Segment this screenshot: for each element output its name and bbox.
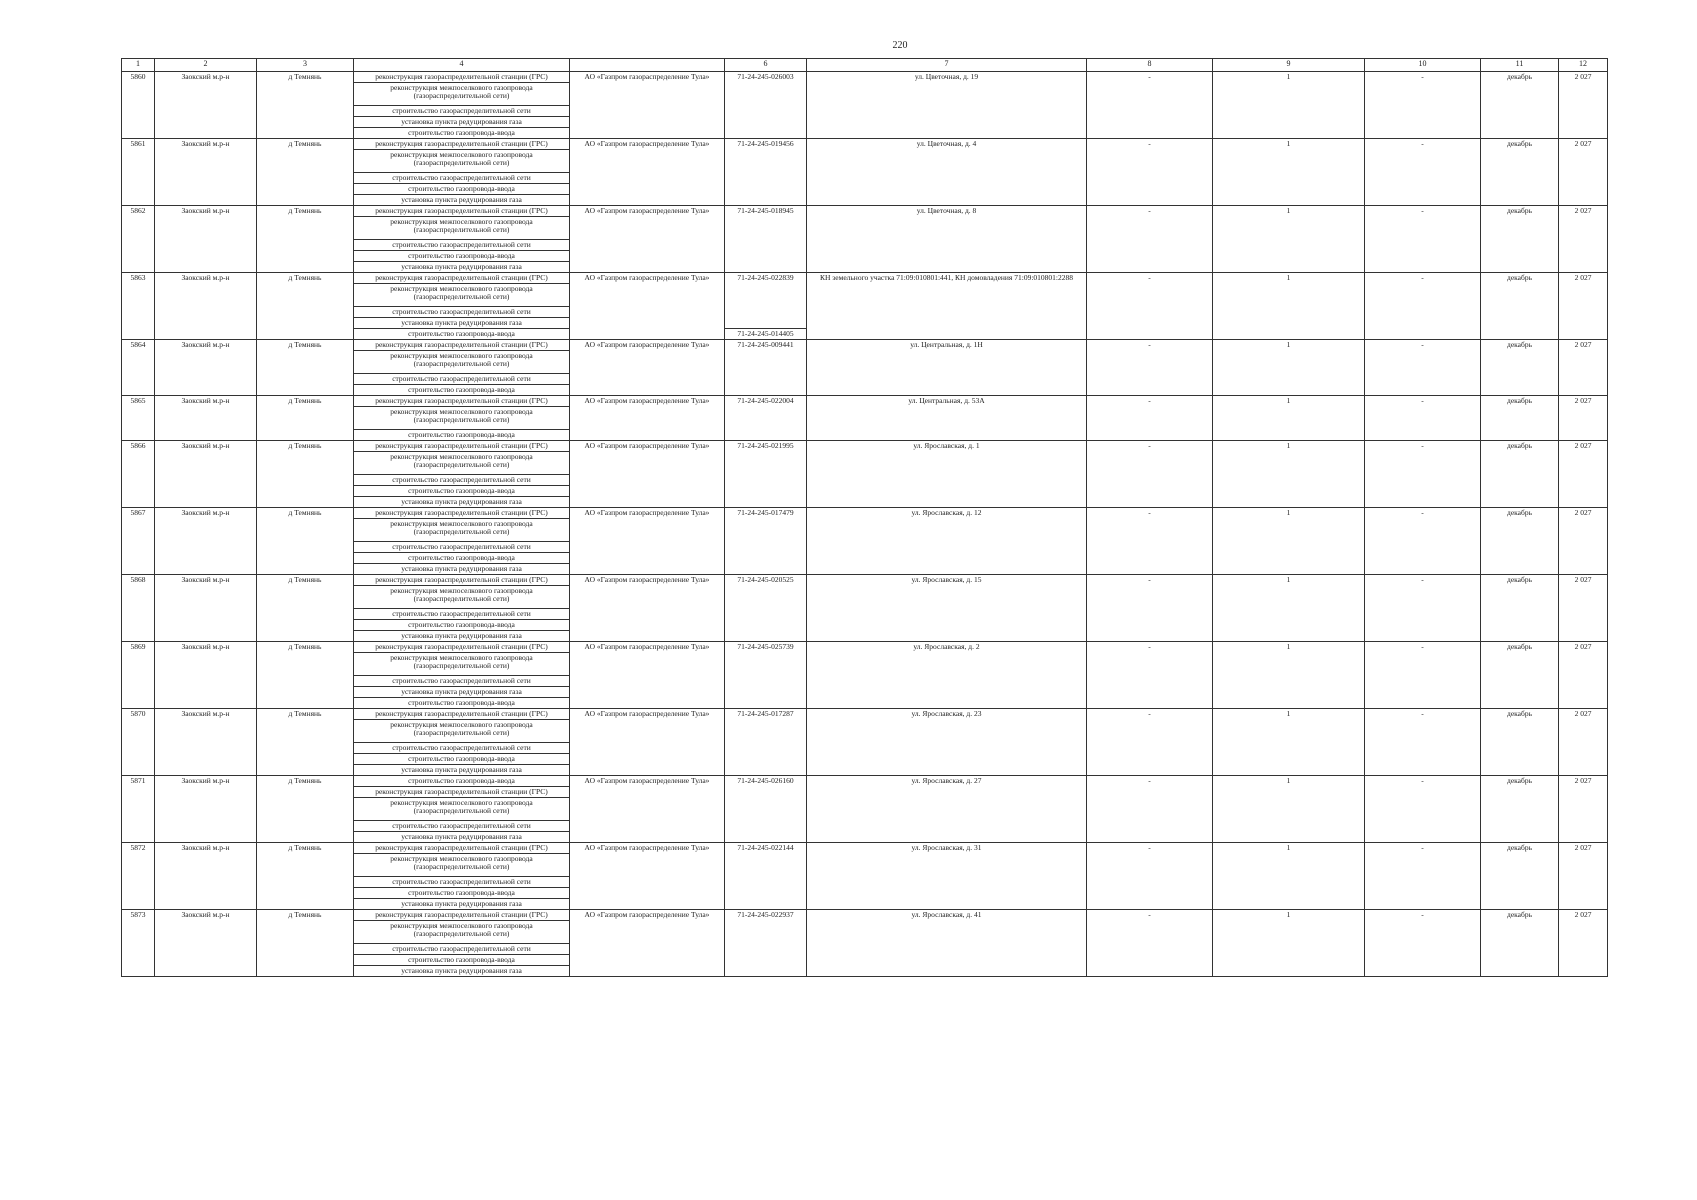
district-cell: Заокский м.р-н — [155, 575, 257, 642]
district-cell: Заокский м.р-н — [155, 910, 257, 977]
locality-cell: д Темнянь — [257, 273, 354, 340]
work-type-cell: реконструкция межпоселкового газопровода (газораспределительной сети) — [354, 798, 570, 821]
table-row — [122, 575, 1608, 586]
value-cell-c9: 1 — [1213, 206, 1365, 273]
work-type-cell: реконструкция газораспределительной станции (ГРС) — [354, 843, 570, 854]
code-cell: 71-24-245-022144 — [725, 843, 807, 910]
code-cell: 71-24-245-022004 — [725, 396, 807, 441]
district-cell: Заокский м.р-н — [155, 642, 257, 709]
month-cell: декабрь — [1481, 642, 1559, 709]
value-cell-c9: 1 — [1213, 709, 1365, 776]
work-type-cell: строительство газопровода-ввода — [354, 754, 570, 765]
entry-number: 5872 — [122, 843, 155, 910]
month-cell: декабрь — [1481, 441, 1559, 508]
work-type-cell: реконструкция газораспределительной станции (ГРС) — [354, 340, 570, 351]
locality-cell: д Темнянь — [257, 396, 354, 441]
value-cell-c10: - — [1365, 843, 1481, 910]
address-cell: ул. Ярославская, д. 2 — [807, 642, 1087, 709]
month-cell: декабрь — [1481, 340, 1559, 396]
work-type-cell: реконструкция газораспределительной станции (ГРС) — [354, 709, 570, 720]
district-cell: Заокский м.р-н — [155, 843, 257, 910]
work-type-cell: реконструкция газораспределительной станции (ГРС) — [354, 910, 570, 921]
work-type-cell: строительство газопровода-ввода — [354, 430, 570, 441]
work-type-cell: реконструкция межпоселкового газопровода (газораспределительной сети) — [354, 407, 570, 430]
work-type-cell: установка пункта редуцирования газа — [354, 687, 570, 698]
work-type-cell: реконструкция газораспределительной станции (ГРС) — [354, 508, 570, 519]
entry-number: 5869 — [122, 642, 155, 709]
operator-cell: АО «Газпром газораспределение Тула» — [570, 441, 725, 508]
work-type-cell: строительство газопровода-ввода — [354, 329, 570, 340]
address-cell: ул. Ярославская, д. 41 — [807, 910, 1087, 977]
code-cell: 71-24-245-009441 — [725, 340, 807, 396]
locality-cell: д Темнянь — [257, 910, 354, 977]
operator-cell: АО «Газпром газораспределение Тула» — [570, 776, 725, 843]
value-cell-c9: 1 — [1213, 642, 1365, 709]
work-type-cell: реконструкция газораспределительной станции (ГРС) — [354, 72, 570, 83]
operator-cell: АО «Газпром газораспределение Тула» — [570, 396, 725, 441]
year-cell: 2 027 — [1559, 441, 1608, 508]
month-cell: декабрь — [1481, 139, 1559, 206]
column-header: 1 — [122, 59, 155, 72]
column-header: 7 — [807, 59, 1087, 72]
entry-number: 5871 — [122, 776, 155, 843]
month-cell: декабрь — [1481, 72, 1559, 139]
entry-number: 5864 — [122, 340, 155, 396]
address-cell: ул. Ярославская, д. 1 — [807, 441, 1087, 508]
entry-number: 5862 — [122, 206, 155, 273]
work-type-cell: установка пункта редуцирования газа — [354, 966, 570, 977]
operator-cell: АО «Газпром газораспределение Тула» — [570, 206, 725, 273]
column-header: 4 — [354, 59, 570, 72]
year-cell: 2 027 — [1559, 508, 1608, 575]
table-row — [122, 642, 1608, 653]
entry-number: 5865 — [122, 396, 155, 441]
value-cell-c10: - — [1365, 139, 1481, 206]
year-cell: 2 027 — [1559, 776, 1608, 843]
entry-number: 5867 — [122, 508, 155, 575]
value-cell-c10: - — [1365, 642, 1481, 709]
district-cell: Заокский м.р-н — [155, 340, 257, 396]
locality-cell: д Темнянь — [257, 776, 354, 843]
year-cell: 2 027 — [1559, 843, 1608, 910]
work-type-cell: установка пункта редуцирования газа — [354, 117, 570, 128]
value-cell-c8: - — [1087, 709, 1213, 776]
operator-cell: АО «Газпром газораспределение Тула» — [570, 910, 725, 977]
work-type-cell: строительство газопровода-ввода — [354, 776, 570, 787]
entry-number: 5868 — [122, 575, 155, 642]
value-cell-c8: - — [1087, 642, 1213, 709]
locality-cell: д Темнянь — [257, 508, 354, 575]
district-cell: Заокский м.р-н — [155, 139, 257, 206]
value-cell-c8: - — [1087, 575, 1213, 642]
month-cell: декабрь — [1481, 575, 1559, 642]
value-cell-c10: - — [1365, 206, 1481, 273]
value-cell-c9: 1 — [1213, 273, 1365, 340]
code-cell: 71-24-245-020525 — [725, 575, 807, 642]
value-cell-c10: - — [1365, 441, 1481, 508]
value-cell-c8: - — [1087, 396, 1213, 441]
value-cell-c8: - — [1087, 340, 1213, 396]
work-type-cell: строительство газопровода-ввода — [354, 620, 570, 631]
operator-cell: АО «Газпром газораспределение Тула» — [570, 575, 725, 642]
address-cell: ул. Цветочная, д. 8 — [807, 206, 1087, 273]
work-type-cell: строительство газопровода-ввода — [354, 385, 570, 396]
operator-cell: АО «Газпром газораспределение Тула» — [570, 340, 725, 396]
table-row — [122, 709, 1608, 720]
district-cell: Заокский м.р-н — [155, 776, 257, 843]
work-type-cell: строительство газораспределительной сети — [354, 106, 570, 117]
address-cell: ул. Ярославская, д. 31 — [807, 843, 1087, 910]
work-type-cell: установка пункта редуцирования газа — [354, 631, 570, 642]
work-type-cell: строительство газораспределительной сети — [354, 676, 570, 687]
month-cell: декабрь — [1481, 273, 1559, 340]
year-cell: 2 027 — [1559, 910, 1608, 977]
value-cell-c10: - — [1365, 575, 1481, 642]
work-type-cell: установка пункта редуцирования газа — [354, 262, 570, 273]
value-cell-c10: - — [1365, 776, 1481, 843]
district-cell: Заокский м.р-н — [155, 508, 257, 575]
work-type-cell: строительство газопровода-ввода — [354, 553, 570, 564]
year-cell: 2 027 — [1559, 340, 1608, 396]
code-cell: 71-24-245-019456 — [725, 139, 807, 206]
locality-cell: д Темнянь — [257, 441, 354, 508]
value-cell-c9: 1 — [1213, 340, 1365, 396]
work-type-cell: строительство газопровода-ввода — [354, 251, 570, 262]
month-cell: декабрь — [1481, 910, 1559, 977]
operator-cell: АО «Газпром газораспределение Тула» — [570, 843, 725, 910]
work-type-cell: установка пункта редуцирования газа — [354, 497, 570, 508]
work-type-cell: строительство газопровода-ввода — [354, 184, 570, 195]
month-cell: декабрь — [1481, 396, 1559, 441]
year-cell: 2 027 — [1559, 72, 1608, 139]
work-type-cell: строительство газопровода-ввода — [354, 955, 570, 966]
table-body — [122, 72, 1608, 977]
table-row — [122, 396, 1608, 407]
year-cell: 2 027 — [1559, 709, 1608, 776]
work-type-cell: реконструкция межпоселкового газопровода (газораспределительной сети) — [354, 653, 570, 676]
value-cell-c8: - — [1087, 508, 1213, 575]
work-type-cell: реконструкция межпоселкового газопровода (газораспределительной сети) — [354, 854, 570, 877]
table-row — [122, 910, 1608, 921]
year-cell: 2 027 — [1559, 206, 1608, 273]
work-type-cell: реконструкция межпоселкового газопровода (газораспределительной сети) — [354, 586, 570, 609]
value-cell-c10: - — [1365, 396, 1481, 441]
column-number-row — [122, 59, 1608, 72]
work-type-cell: реконструкция межпоселкового газопровода (газораспределительной сети) — [354, 217, 570, 240]
value-cell-c9: 1 — [1213, 72, 1365, 139]
work-type-cell: реконструкция газораспределительной станции (ГРС) — [354, 396, 570, 407]
value-cell-c8: - — [1087, 910, 1213, 977]
operator-cell: АО «Газпром газораспределение Тула» — [570, 508, 725, 575]
work-type-cell: реконструкция газораспределительной станции (ГРС) — [354, 139, 570, 150]
code-cell: 71-24-245-022937 — [725, 910, 807, 977]
value-cell-c10: - — [1365, 340, 1481, 396]
table-row — [122, 441, 1608, 452]
work-type-cell: реконструкция межпоселкового газопровода (газораспределительной сети) — [354, 720, 570, 743]
table-row — [122, 843, 1608, 854]
address-cell: ул. Ярославская, д. 27 — [807, 776, 1087, 843]
year-cell: 2 027 — [1559, 575, 1608, 642]
work-type-cell: строительство газораспределительной сети — [354, 307, 570, 318]
value-cell-c8: - — [1087, 139, 1213, 206]
work-type-cell: строительство газораспределительной сети — [354, 542, 570, 553]
work-type-cell: реконструкция газораспределительной станции (ГРС) — [354, 273, 570, 284]
work-type-cell: строительство газораспределительной сети — [354, 374, 570, 385]
code-cell: 71-24-245-018945 — [725, 206, 807, 273]
address-cell: ул. Цветочная, д. 19 — [807, 72, 1087, 139]
district-cell: Заокский м.р-н — [155, 709, 257, 776]
gasification-table — [121, 58, 1608, 977]
work-type-cell: установка пункта редуцирования газа — [354, 195, 570, 206]
value-cell-c8: - — [1087, 776, 1213, 843]
column-header: 11 — [1481, 59, 1559, 72]
column-header: 10 — [1365, 59, 1481, 72]
page-number: 220 — [892, 40, 908, 51]
work-type-cell: установка пункта редуцирования газа — [354, 765, 570, 776]
value-cell-c8: - — [1087, 273, 1213, 340]
year-cell: 2 027 — [1559, 139, 1608, 206]
work-type-cell: строительство газораспределительной сети — [354, 743, 570, 754]
value-cell-c9: 1 — [1213, 843, 1365, 910]
value-cell-c9: 1 — [1213, 441, 1365, 508]
table-row — [122, 72, 1608, 83]
work-type-cell: реконструкция межпоселкового газопровода (газораспределительной сети) — [354, 519, 570, 542]
column-header: 3 — [257, 59, 354, 72]
work-type-cell: строительство газораспределительной сети — [354, 609, 570, 620]
address-cell: КН земельного участка 71:09:010801:441, КН домовладения 71:09:010801:2288 — [807, 273, 1087, 340]
entry-number: 5860 — [122, 72, 155, 139]
table-row — [122, 139, 1608, 150]
column-header: 8 — [1087, 59, 1213, 72]
district-cell: Заокский м.р-н — [155, 72, 257, 139]
column-header: 9 — [1213, 59, 1365, 72]
district-cell: Заокский м.р-н — [155, 396, 257, 441]
table-row — [122, 273, 1608, 284]
year-cell: 2 027 — [1559, 396, 1608, 441]
operator-cell: АО «Газпром газораспределение Тула» — [570, 642, 725, 709]
table-row — [122, 206, 1608, 217]
locality-cell: д Темнянь — [257, 72, 354, 139]
work-type-cell: строительство газопровода-ввода — [354, 888, 570, 899]
value-cell-c9: 1 — [1213, 910, 1365, 977]
value-cell-c8: - — [1087, 843, 1213, 910]
work-type-cell: строительство газораспределительной сети — [354, 240, 570, 251]
value-cell-c8: - — [1087, 441, 1213, 508]
work-type-cell: реконструкция газораспределительной станции (ГРС) — [354, 441, 570, 452]
table-row — [122, 776, 1608, 787]
value-cell-c8: - — [1087, 206, 1213, 273]
entry-number: 5866 — [122, 441, 155, 508]
district-cell: Заокский м.р-н — [155, 273, 257, 340]
work-type-cell: реконструкция межпоселкового газопровода (газораспределительной сети) — [354, 452, 570, 475]
code-cell: 71-24-245-022839 — [725, 273, 807, 329]
work-type-cell: строительство газораспределительной сети — [354, 821, 570, 832]
work-type-cell: строительство газораспределительной сети — [354, 475, 570, 486]
month-cell: декабрь — [1481, 206, 1559, 273]
operator-cell: АО «Газпром газораспределение Тула» — [570, 709, 725, 776]
year-cell: 2 027 — [1559, 642, 1608, 709]
column-header: 6 — [725, 59, 807, 72]
value-cell-c9: 1 — [1213, 575, 1365, 642]
code-cell: 71-24-245-026003 — [725, 72, 807, 139]
value-cell-c10: - — [1365, 709, 1481, 776]
locality-cell: д Темнянь — [257, 575, 354, 642]
code-cell: 71-24-245-026160 — [725, 776, 807, 843]
work-type-cell: реконструкция межпоселкового газопровода (газораспределительной сети) — [354, 284, 570, 307]
work-type-cell: реконструкция газораспределительной станции (ГРС) — [354, 206, 570, 217]
work-type-cell: строительство газораспределительной сети — [354, 173, 570, 184]
value-cell-c9: 1 — [1213, 776, 1365, 843]
locality-cell: д Темнянь — [257, 709, 354, 776]
work-type-cell: реконструкция межпоселкового газопровода (газораспределительной сети) — [354, 83, 570, 106]
value-cell-c10: - — [1365, 273, 1481, 340]
value-cell-c9: 1 — [1213, 508, 1365, 575]
work-type-cell: установка пункта редуцирования газа — [354, 899, 570, 910]
operator-cell: АО «Газпром газораспределение Тула» — [570, 139, 725, 206]
code-cell: 71-24-245-017479 — [725, 508, 807, 575]
locality-cell: д Темнянь — [257, 139, 354, 206]
locality-cell: д Темнянь — [257, 843, 354, 910]
work-type-cell: реконструкция газораспределительной станции (ГРС) — [354, 642, 570, 653]
column-header: 2 — [155, 59, 257, 72]
address-cell: ул. Цветочная, д. 4 — [807, 139, 1087, 206]
month-cell: декабрь — [1481, 843, 1559, 910]
work-type-cell: строительство газопровода-ввода — [354, 128, 570, 139]
work-type-cell: установка пункта редуцирования газа — [354, 564, 570, 575]
table-row — [122, 340, 1608, 351]
code-cell: 71-24-245-017287 — [725, 709, 807, 776]
locality-cell: д Темнянь — [257, 340, 354, 396]
month-cell: декабрь — [1481, 709, 1559, 776]
work-type-cell: строительство газораспределительной сети — [354, 944, 570, 955]
table-row — [122, 508, 1608, 519]
work-type-cell: реконструкция газораспределительной станции (ГРС) — [354, 787, 570, 798]
code-cell: 71-24-245-025739 — [725, 642, 807, 709]
work-type-cell: установка пункта редуцирования газа — [354, 318, 570, 329]
work-type-cell: реконструкция межпоселкового газопровода (газораспределительной сети) — [354, 921, 570, 944]
entry-number: 5873 — [122, 910, 155, 977]
operator-cell: АО «Газпром газораспределение Тула» — [570, 273, 725, 340]
value-cell-c8: - — [1087, 72, 1213, 139]
month-cell: декабрь — [1481, 508, 1559, 575]
column-header — [570, 59, 725, 72]
code-cell: 71-24-245-021995 — [725, 441, 807, 508]
district-cell: Заокский м.р-н — [155, 441, 257, 508]
work-type-cell: строительство газопровода-ввода — [354, 698, 570, 709]
month-cell: декабрь — [1481, 776, 1559, 843]
address-cell: ул. Ярославская, д. 23 — [807, 709, 1087, 776]
code-cell: 71-24-245-014405 — [725, 329, 807, 340]
value-cell-c9: 1 — [1213, 139, 1365, 206]
value-cell-c10: - — [1365, 72, 1481, 139]
year-cell: 2 027 — [1559, 273, 1608, 340]
work-type-cell: строительство газопровода-ввода — [354, 486, 570, 497]
work-type-cell: реконструкция газораспределительной станции (ГРС) — [354, 575, 570, 586]
locality-cell: д Темнянь — [257, 206, 354, 273]
operator-cell: АО «Газпром газораспределение Тула» — [570, 72, 725, 139]
locality-cell: д Темнянь — [257, 642, 354, 709]
address-cell: ул. Ярославская, д. 15 — [807, 575, 1087, 642]
work-type-cell: установка пункта редуцирования газа — [354, 832, 570, 843]
entry-number: 5863 — [122, 273, 155, 340]
value-cell-c10: - — [1365, 508, 1481, 575]
entry-number: 5870 — [122, 709, 155, 776]
entry-number: 5861 — [122, 139, 155, 206]
value-cell-c10: - — [1365, 910, 1481, 977]
work-type-cell: реконструкция межпоселкового газопровода (газораспределительной сети) — [354, 351, 570, 374]
address-cell: ул. Ярославская, д. 12 — [807, 508, 1087, 575]
column-header: 12 — [1559, 59, 1608, 72]
address-cell: ул. Центральная, д. 53А — [807, 396, 1087, 441]
work-type-cell: строительство газораспределительной сети — [354, 877, 570, 888]
address-cell: ул. Центральная, д. 1Н — [807, 340, 1087, 396]
district-cell: Заокский м.р-н — [155, 206, 257, 273]
work-type-cell: реконструкция межпоселкового газопровода (газораспределительной сети) — [354, 150, 570, 173]
value-cell-c9: 1 — [1213, 396, 1365, 441]
